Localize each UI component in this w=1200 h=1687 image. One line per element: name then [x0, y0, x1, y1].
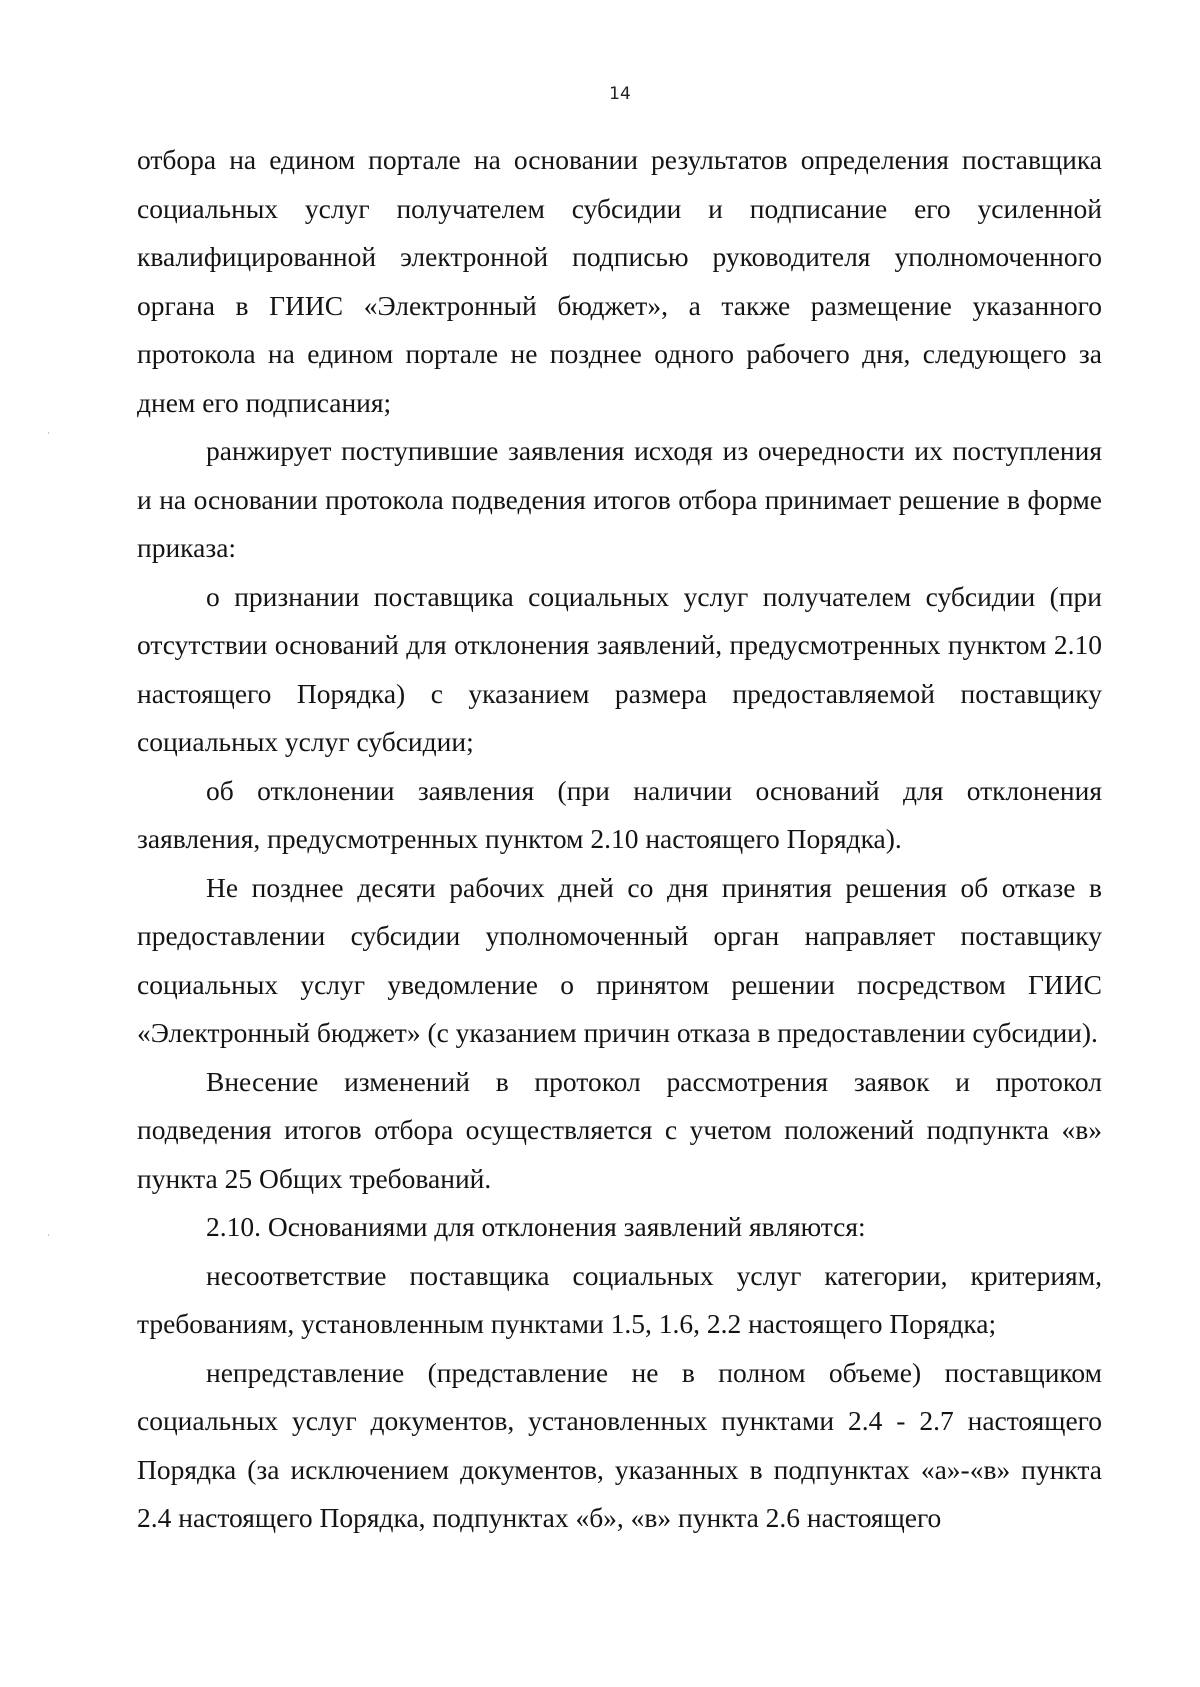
paragraph-section-2-10: 2.10. Основаниями для отклонения заявлений являются: [206, 1211, 866, 1242]
paragraph-rejection: об отклонении заявления (при наличии оснований для отклонения заявления, предусмотренных пунктом 2.10 настоящего Порядка). [137, 774, 1102, 854]
paragraph-ranking: ранжирует поступившие заявления исходя из очередности их поступления и на основании протокола подведения итогов отбора принимает решение в форме приказа: [137, 435, 1102, 563]
scan-margin-mark [48, 1234, 49, 1236]
paragraph-nonsubmission: непредставление (представление не в полном объеме) поставщиком социальных услуг документов, установленных пунктами 2.4 - 2.7 настоящего Порядка (за исключением документов, указанных в подпунктах «а»-«в» пункта 2.4 настоящего Порядка, подпунктах «б», «в» пункта 2.6 настоящего [137, 1356, 1102, 1533]
paragraph-notification: Не позднее десяти рабочих дней со дня принятия решения об отказе в предоставлении субсидии уполномоченный орган направляет поставщику социальных услуг уведомление о принятом решении посредством ГИИС «Электронный бюджет» (с указанием причин отказа в предоставлении субсидии). [137, 871, 1102, 1048]
scan-margin-mark [48, 432, 49, 434]
document-body [137, 136, 1102, 1543]
paragraph-nonconformity: несоответствие поставщика социальных услуг категории, критериям, требованиям, установленным пунктами 1.5, 1.6, 2.2 настоящего Порядка; [137, 1259, 1102, 1339]
paragraph-continuation: отбора на едином портале на основании результатов определения поставщика социальных услуг получателем субсидии и подписание его усиленной квалифицированной электронной подписью руководителя уполномоченного органа в ГИИС «Электронный бюджет», а также размещение указанного протокола на едином портале не позднее одного рабочего дня, следующего за днем его подписания; [137, 144, 1102, 418]
page-number: 14 [609, 84, 631, 104]
paragraph-amendments: Внесение изменений в протокол рассмотрения заявок и протокол подведения итогов отбора осуществляется с учетом положений подпункта «в» пункта 25 Общих требований. [137, 1065, 1102, 1194]
paragraph-recognition: о признании поставщика социальных услуг получателем субсидии (при отсутствии оснований для отклонения заявлений, предусмотренных пунктом 2.10 настоящего Порядка) с указанием размера предоставляемой поставщику социальных услуг субсидии; [137, 580, 1102, 757]
